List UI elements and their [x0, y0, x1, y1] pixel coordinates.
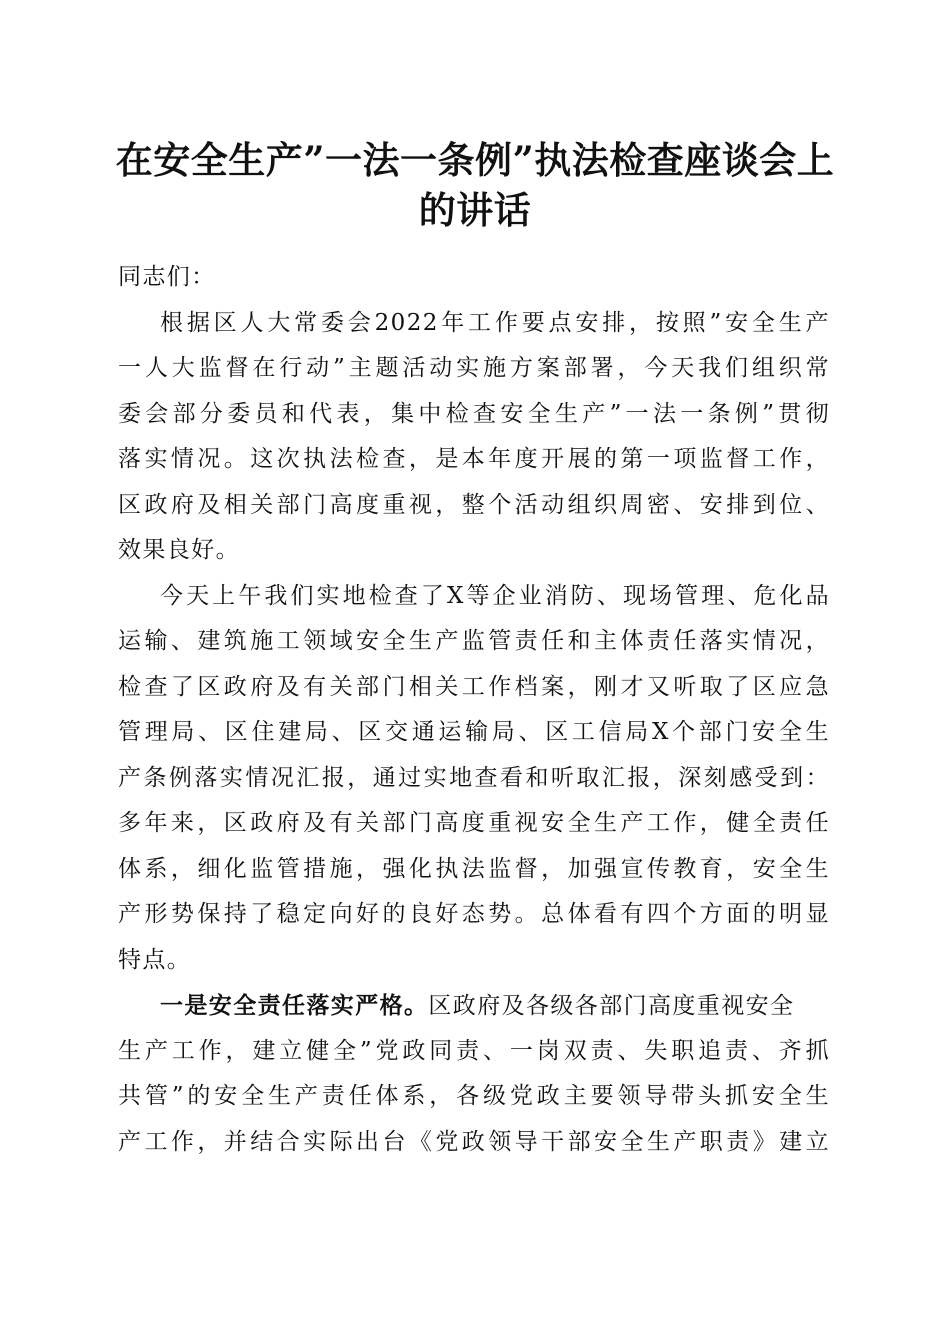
- paragraph-2: [118, 574, 830, 984]
- paragraph-lead-heading: 一是安全责任落实严格。: [160, 992, 429, 1019]
- paragraph-line: 多年来，区政府及有关部门高度重视安全生产工作，健全责任: [118, 810, 830, 836]
- paragraph-line: 落实情况。这次执法检查，是本年度开展的第一项监督工作，: [118, 446, 830, 472]
- paragraph-line: 共管”的安全生产责任体系，各级党政主要领导带头抓安全生: [118, 1083, 830, 1109]
- paragraph-line: 产工作，并结合实际出台《党政领导干部安全生产职责》建立: [118, 1128, 830, 1155]
- paragraph-line: 体系，细化监管措施，强化执法监督，加强宣传教育，安全生: [118, 855, 830, 882]
- paragraph-line: 今天上午我们实地检查了X等企业消防、现场管理、危化品: [160, 582, 830, 609]
- paragraph-line: 特点。: [118, 946, 192, 973]
- document-title: [110, 135, 840, 235]
- salutation: 同志们：: [118, 264, 216, 290]
- paragraph-line: [118, 983, 830, 1029]
- paragraph-line: 产条例落实情况汇报，通过实地查看和听取汇报，深刻感受到：: [118, 764, 830, 791]
- paragraph-line-rest: 区政府及各级各部门高度重视安全: [428, 993, 795, 1019]
- paragraph-line: 产形势保持了稳定向好的良好态势。总体看有四个方面的明显: [118, 901, 830, 927]
- paragraph-1: [118, 301, 830, 574]
- paragraph-line: 运输、建筑施工领域安全生产监管责任和主体责任落实情况，: [118, 628, 830, 654]
- paragraph-line: 委会部分委员和代表，集中检查安全生产”一法一条例”贯彻: [118, 400, 830, 427]
- paragraph-line: 管理局、区住建局、区交通运输局、区工信局X个部门安全生: [118, 719, 830, 745]
- paragraph-3: [118, 983, 830, 1165]
- paragraph-line: 一人大监督在行动”主题活动实施方案部署，今天我们组织常: [118, 355, 830, 381]
- paragraph-line: 检查了区政府及有关部门相关工作档案，刚才又听取了区应急: [118, 673, 830, 700]
- paragraph-line: 生产工作，建立健全”党政同责、一岗双责、失职追责、齐抓: [118, 1037, 830, 1064]
- title-line-1: 在安全生产”一法一条例”执法检查座谈会上: [115, 138, 835, 182]
- paragraph-line: 效果良好。: [118, 537, 240, 563]
- title-line-2: 的讲话: [418, 188, 532, 232]
- paragraph-line: 根据区人大常委会2022年工作要点安排，按照”安全生产: [160, 309, 830, 336]
- paragraph-line: 区政府及相关部门高度重视，整个活动组织周密、安排到位、: [118, 491, 830, 518]
- document-body: [118, 255, 830, 1165]
